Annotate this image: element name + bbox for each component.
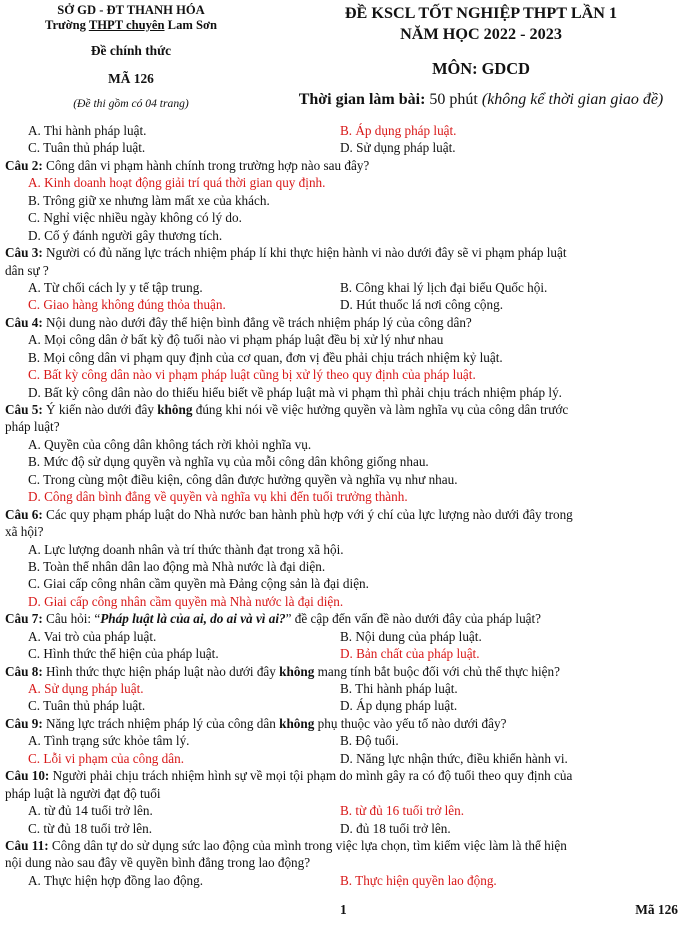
q4-option-a: A. Mọi công dân ở bất kỳ độ tuổi nào vi phạm pháp luật đều bị xử lý như nhau: [28, 332, 444, 348]
q8-options-cd: [5, 697, 695, 714]
q2-option-b: B. Trông giữ xe nhưng làm mất xe của khách.: [28, 192, 270, 208]
q10-stem: Câu 10: Người phải chịu trách nhiệm hình sự về mọi tội phạm do mình gây ra có độ tuổi theo quy định của: [5, 768, 573, 784]
q3-option-b: B. Công khai lý lịch đại biểu Quốc hội.: [340, 279, 548, 295]
q8-stem: Câu 8: Hình thức thực hiện pháp luật nào dưới đây không mang tính bắt buộc đối với chủ thể thực hiện?: [5, 663, 560, 679]
q5-option-b: B. Mức độ sử dụng quyền và nghĩa vụ của mỗi công dân không giống nhau.: [28, 454, 429, 470]
exam-title: ĐỀ KSCL TỐT NGHIỆP THPT LẦN 1: [344, 4, 618, 22]
q6-option-b: B. Toàn thể nhân dân lao động mà Nhà nước là đại diện.: [28, 558, 326, 574]
q5-option-d: D. Công dân bình đẳng về quyền và nghĩa vụ khi đến tuổi trưởng thành.: [28, 489, 408, 505]
q7-option-d: D. Bản chất của pháp luật.: [340, 646, 480, 662]
q5-stem-cont: pháp luật?: [5, 419, 60, 435]
q10-option-a: A. từ đủ 14 tuổi trở lên.: [28, 803, 153, 819]
q10-option-d: D. đủ 18 tuổi trở lên.: [340, 820, 451, 836]
q6-stem: Câu 6: Các quy phạm pháp luật do Nhà nước ban hành phù hợp với ý chí của lực lượng nào dưới đây trong: [5, 506, 573, 522]
q1-option-a: A. Thi hành pháp luật.: [28, 123, 147, 138]
q3-stem-cont: dân sự ?: [5, 262, 49, 278]
q5-option-a: A. Quyền của công dân không tách rời khỏi nghĩa vụ.: [28, 436, 312, 452]
header-right: [262, 3, 700, 109]
school-year: NĂM HỌC 2022 - 2023: [400, 25, 562, 43]
header-left: [0, 3, 262, 110]
q11-options-ab: [5, 872, 695, 889]
q8-option-c: C. Tuân thủ pháp luật.: [28, 698, 146, 714]
q11-stem-cont: nội dung nào sau đây về quyền bình đẳng trong lao động?: [5, 855, 311, 871]
exam-code: MÃ 126: [108, 71, 154, 86]
page-number: 1: [340, 902, 347, 917]
q1-option-b: B. Áp dụng pháp luật.: [340, 123, 457, 138]
q6-stem-cont: xã hội?: [5, 524, 44, 540]
q11-option-b: B. Thực hiện quyền lao động.: [340, 872, 497, 888]
q4-option-b: B. Mọi công dân vi phạm quy định của cơ quan, đơn vị đều phải chịu trách nhiệm kỷ luật.: [28, 349, 503, 365]
q4-option-d: D. Bất kỳ công dân nào do thiếu hiểu biết về pháp luật mà vi phạm thì phải chịu trách nhiệm pháp lý.: [28, 384, 562, 400]
subject: MÔN: GDCD: [432, 59, 530, 78]
q4-option-c: C. Bất kỳ công dân nào vi phạm pháp luật cũng bị xử lý theo quy định của pháp luật.: [28, 367, 476, 383]
q1-options-ab: [5, 122, 695, 139]
q11-option-a: A. Thực hiện hợp đồng lao động.: [28, 872, 204, 888]
q9-stem: Câu 9: Năng lực trách nhiệm pháp lý của công dân không phụ thuộc vào yếu tố nào dưới đây?: [5, 715, 507, 731]
q3-stem: Câu 3: Người có đủ năng lực trách nhiệm pháp lí khi thực hiện hành vi nào dưới đây sẽ vi phạm pháp luật: [5, 245, 567, 261]
q8-options-ab: [5, 680, 695, 697]
time-info: Thời gian làm bài: 50 phút (không kể thời gian giao đề): [298, 91, 664, 108]
q8-option-d: D. Áp dụng pháp luật.: [340, 698, 458, 714]
question-list: [5, 122, 695, 889]
q6-option-c: C. Giai cấp công nhân cầm quyền mà Đảng cộng sản là đại diện.: [28, 576, 369, 592]
q6-option-a: A. Lực lượng doanh nhân và trí thức thành đạt trong xã hội.: [28, 541, 344, 557]
q7-option-c: C. Hình thức thể hiện của pháp luật.: [28, 646, 219, 662]
q2-option-a: A. Kinh doanh hoạt động giải trí quá thời gian quy định.: [28, 175, 326, 191]
q10-option-c: C. từ đủ 18 tuổi trở lên.: [28, 820, 153, 836]
q10-stem-cont: pháp luật là người đạt độ tuổi: [5, 785, 161, 801]
q9-options-ab: [5, 732, 695, 749]
q3-option-c: C. Giao hàng không đúng thỏa thuận.: [28, 297, 226, 313]
q10-options-ab: [5, 802, 695, 819]
q2-option-d: D. Cố ý đánh người gây thương tích.: [28, 227, 223, 243]
q7-option-a: A. Vai trò của pháp luật.: [28, 628, 157, 644]
q3-option-a: A. Từ chối cách ly y tế tập trung.: [28, 279, 203, 295]
q3-option-d: D. Hút thuốc lá nơi công cộng.: [340, 297, 503, 313]
q9-option-d: D. Năng lực nhận thức, điều khiển hành vi.: [340, 750, 568, 766]
q2-option-c: C. Nghỉ việc nhiều ngày không có lý do.: [28, 210, 242, 226]
q10-option-b: B. từ đủ 16 tuổi trở lên.: [340, 803, 465, 819]
q9-options-cd: [5, 750, 695, 767]
q2-stem: Câu 2: Công dân vi phạm hành chính trong trường hợp nào sau đây?: [5, 157, 370, 173]
q11-stem: Câu 11: Công dân tự do sử dụng sức lao động của mình trong việc lựa chọn, tìm kiếm việc làm là thể hiện: [5, 837, 567, 853]
q9-option-a: A. Tình trạng sức khỏe tâm lý.: [28, 733, 190, 749]
q7-option-b: B. Nội dung của pháp luật.: [340, 628, 482, 644]
footer-exam-code: Mã 126: [635, 902, 678, 917]
q5-stem: Câu 5: Ý kiến nào dưới đây không đúng khi nói về việc hưởng quyền và làm nghĩa vụ của công dân trước: [5, 402, 569, 417]
q9-option-b: B. Độ tuổi.: [340, 733, 399, 749]
q8-option-b: B. Thi hành pháp luật.: [340, 681, 458, 696]
q1-option-c: C. Tuân thủ pháp luật.: [28, 140, 146, 156]
department: SỞ GD - ĐT THANH HÓA: [57, 3, 205, 17]
q7-options-ab: [5, 628, 695, 645]
q8-option-a: A. Sử dụng pháp luật.: [28, 681, 144, 696]
q3-options-cd: [5, 296, 695, 313]
q9-option-c: C. Lỗi vi phạm của công dân.: [28, 750, 185, 766]
q6-option-d: D. Giai cấp công nhân cầm quyền mà Nhà nước là đại diện.: [28, 593, 344, 609]
q7-stem: Câu 7: Câu hỏi: “Pháp luật là của ai, do ai và vì ai?” đề cập đến vấn đề nào dưới đây của pháp luật?: [5, 611, 542, 627]
q1-option-d: D. Sử dụng pháp luật.: [340, 140, 456, 156]
q3-options-ab: [5, 279, 695, 296]
q1-options-cd: [5, 139, 695, 156]
q10-options-cd: [5, 820, 695, 837]
q5-option-c: C. Trong cùng một điều kiện, công dân được hưởng quyền và nghĩa vụ như nhau.: [28, 471, 458, 487]
school-name: Trường THPT chuyên Lam Sơn: [45, 18, 217, 32]
page-note: (Đề thi gồm có 04 trang): [73, 97, 189, 110]
q7-options-cd: [5, 645, 695, 662]
official-label: Đề chính thức: [90, 43, 172, 58]
q4-stem: Câu 4: Nội dung nào dưới đây thể hiện bình đẳng về trách nhiệm pháp lý của công dân?: [5, 314, 472, 330]
